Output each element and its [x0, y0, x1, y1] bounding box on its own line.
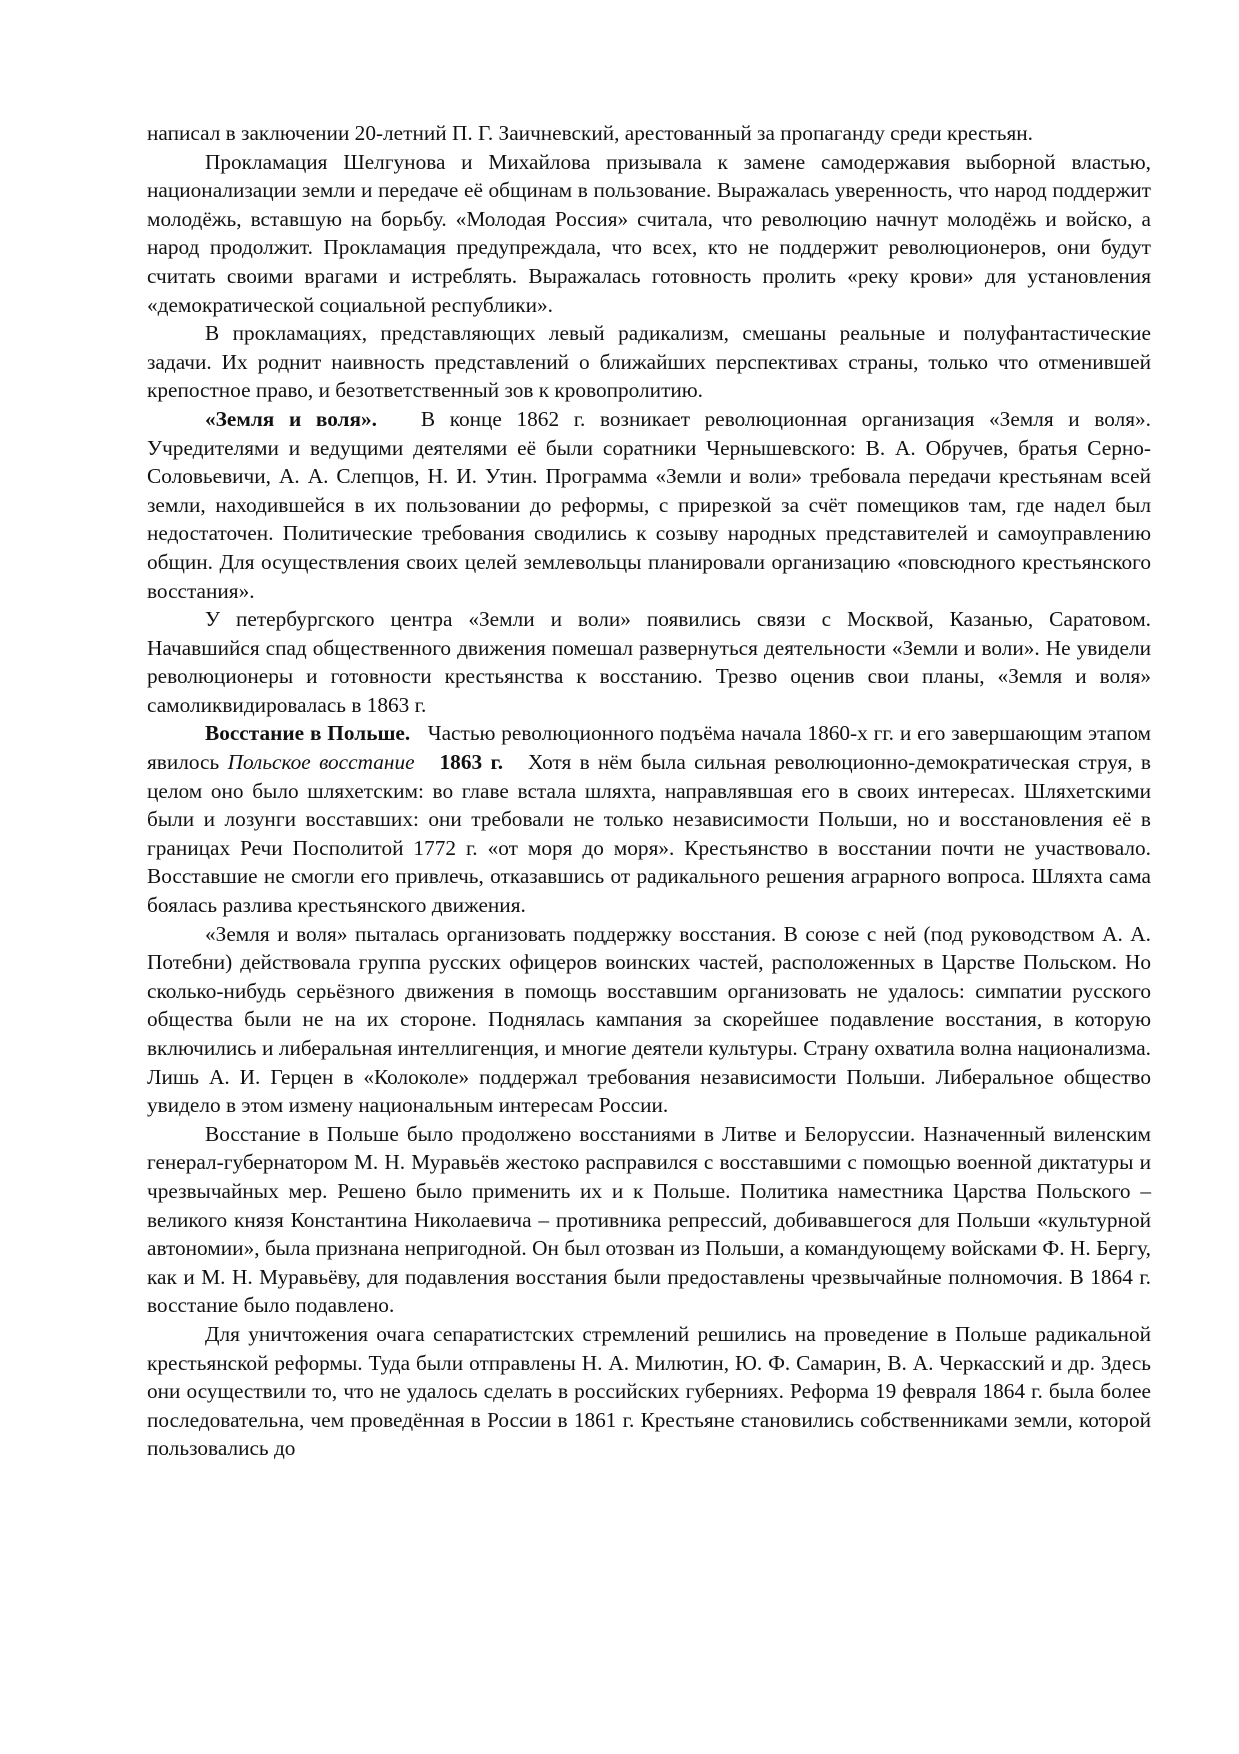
paragraph-lithuania-belarus: Восстание в Польше было продолжено восстаниями в Литве и Белоруссии. Назначенный виленским генерал-губернатором М. Н. Муравьёв жестоко расправился с восставшими с помощью военной диктатуры и чрезвычайных мер. Решено было применить их и к Польше. Политика наместника Царства Польского – великого князя Константина Николаевича – противника репрессий, добивавшегося для Польши «культурной автономии», была признана непригодной. Он был отозван из Польши, а командующему войсками Ф. Н. Бергу, как и М. Н. Муравьёву, для подавления восстания были предоставлены чрезвычайные полномочия. В 1864 г. восстание было подавлено.	[147, 1121, 1151, 1318]
paragraph-petersburg-center: У петербургского центра «Земли и воли» появились связи с Москвой, Казанью, Саратовом. Начавшийся спад общественного движения помешал развернуться деятельности «Земли и воли». Не увидели революционеры и готовности крестьянства к восстанию. Трезво оценив свои планы, «Земля и воля» самоликвидировалась в 1863 г.	[147, 607, 1151, 717]
paragraph-peasant-reform: Для уничтожения очага сепаратистских стремлений решились на проведение в Польше радикальной крестьянской реформы. Туда были отправлены Н. А. Милютин, Ю. Ф. Самарин, В. А. Черкасский и др. Здесь они осуществили то, что не удалось сделать в российских губерниях. Реформа 19 февраля 1864 г. была более последовательна, чем проведённая в России в 1861 г. Крестьяне становились собственниками земли, которой пользовались до	[147, 1321, 1151, 1461]
paragraph-continuation: написал в заключении 20-летний П. Г. Заичневский, арестованный за пропаганду среди крестьян.	[147, 121, 1033, 145]
document-page	[147, 119, 1151, 1463]
italic-term: Польское восстание	[227, 750, 415, 775]
paragraph-polish-uprising	[147, 719, 1151, 919]
paragraph-zemlya-i-volya	[147, 405, 1151, 605]
section-heading-zemlya-i-volya: «Земля и воля».	[205, 406, 378, 431]
paragraph-text: Частью революционного подъёма начала 1860-х гг. и его завершающим этапом явилось	[147, 721, 1151, 775]
paragraph-text: В конце 1862 г. возникает революционная организация «Земля и воля». Учредителями и ведущими деятелями её были соратники Чернышевского: В. А. Обручев, братья Серно-Соловьевичи, А. А. Слепцов, Н. И. Утин. Программа «Земли и воли» требовала передачи крестьянам всей земли, находившейся в их пользовании до реформы, с прирезкой за счёт помещиков там, где надел был недостаточен. Политические требования сводились к созыву народных представителей и самоуправлению общин. Для осуществления своих целей землевольцы планировали организацию «повсюдного крестьянского восстания».	[147, 406, 1151, 603]
paragraph-radicalism: В прокламациях, представляющих левый радикализм, смешаны реальные и полуфантастические задачи. Их роднит наивность представлений о ближайших перспективах страны, только что отменившей крепостное право, и безответственный зов к кровопролитию.	[147, 321, 1151, 403]
bold-year: 1863 г.	[439, 750, 504, 775]
paragraph-text: Хотя в нём была сильная революционно-демократическая струя, в целом оно было шляхетским: во главе встала шляхта, направлявшая его в своих интересах. Шляхетскими были и лозунги восставших: они требовали не только независимости Польши, но и восстановления её в границах Речи Посполитой 1772 г. «от моря до моря». Крестьянство в восстании почти не участвовало. Восставшие не смогли его привлечь, отказавшись от радикального решения аграрного вопроса. Шляхта сама боялась разлива крестьянского движения.	[147, 750, 1151, 918]
paragraph-proclamation: Прокламация Шелгунова и Михайлова призывала к замене самодержавия выборной властью, национализации земли и передаче её общинам в пользование. Выражалась уверенность, что народ поддержит молодёжь, вставшую на борьбу. «Молодая Россия» считала, что революцию начнут молодёжь и войско, а народ продолжит. Прокламация предупреждала, что всех, кто не поддержит революционеров, они будут считать своими врагами и истреблять. Выражалась готовность пролить «реку крови» для установления «демократической социальной республики».	[147, 149, 1151, 317]
paragraph-support-attempt: «Земля и воля» пыталась организовать поддержку восстания. В союзе с ней (под руководством А. А. Потебни) действовала группа русских офицеров воинских частей, расположенных в Царстве Польском. Но сколько-нибудь серьёзного движения в помощь восставшим организовать не удалось: симпатии русского общества были не на их стороне. Поднялась кампания за скорейшее подавление восстания, в которую включились и либеральная интеллигенция, и многие деятели культуры. Страну охватила волна национализма. Лишь А. И. Герцен в «Колоколе» поддержал требования независимости Польши. Либеральное общество увидело в этом измену национальным интересам России.	[147, 921, 1151, 1118]
section-heading-polish-uprising: Восстание в Польше.	[205, 721, 411, 746]
